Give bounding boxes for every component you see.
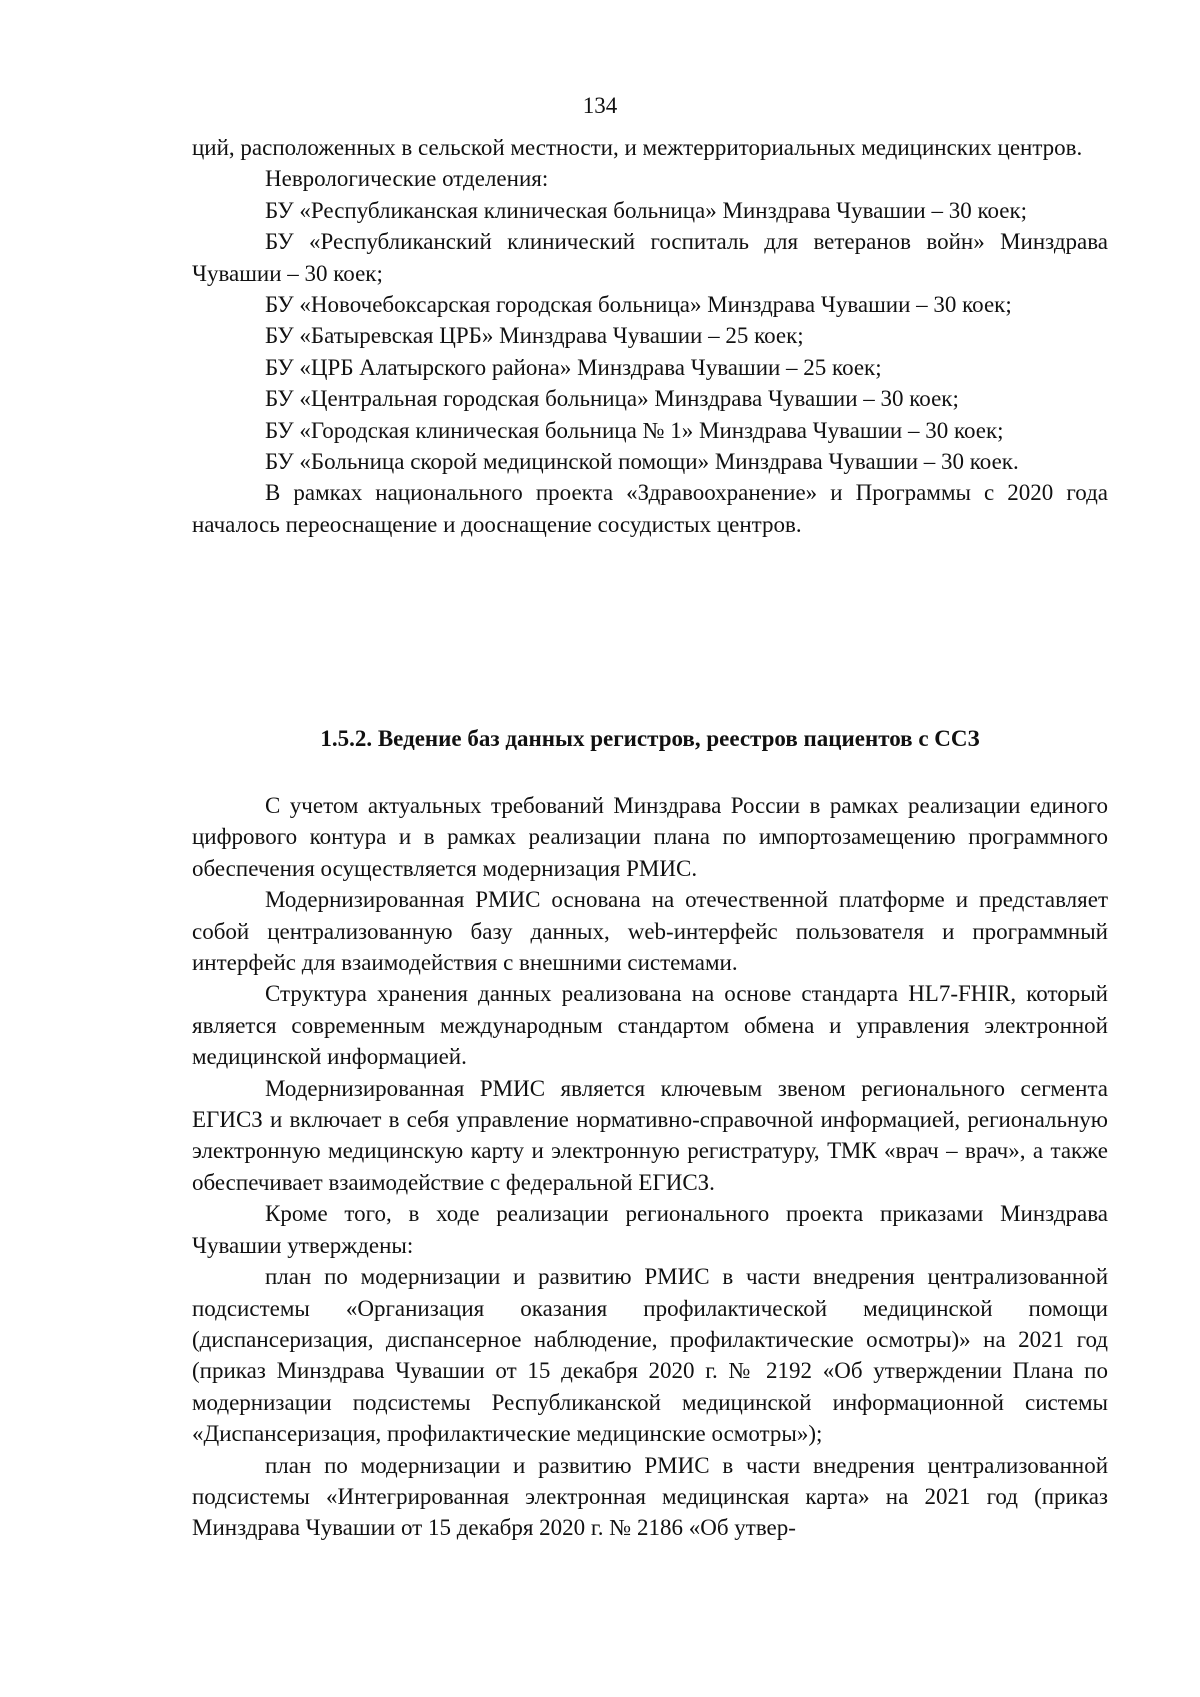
paragraph: Кроме того, в ходе реализации регионального проекта приказами Минздрава Чувашии утверждены: [192,1201,1108,1258]
paragraph: БУ «Республиканский клинический госпиталь для ветеранов войн» Минздрава Чувашии – 30 коек; [192,229,1108,286]
paragraph: ций, расположенных в сельской местности, и межтерриториальных медицинских центров. [192,135,1083,160]
paragraph: Модернизированная РМИС основана на отечественной платформе и представляет собой централизованную базу данных, web-интерфейс пользователя и программный интерфейс для взаимодействия с внешними системами. [192,887,1108,976]
paragraph: план по модернизации и развитию РМИС в части внедрения централизованной подсистемы «Организация оказания профилактической медицинской помощи (диспансеризация, диспансерное наблюдение, профилактические осмотры)» на 2021 год (приказ Минздрава Чувашии от 15 декабря 2020 г. № 2192 «Об утверждении Плана по модернизации подсистемы Республиканской медицинской информационной системы «Диспансеризация, профилактические медицинские осмотры»); [192,1264,1108,1447]
paragraph: В рамках национального проекта «Здравоохранение» и Программы с 2020 года началось переоснащение и дооснащение сосудистых центров. [192,480,1108,537]
paragraph: БУ «Республиканская клиническая больница» Минздрава Чувашии – 30 коек; [265,197,1028,223]
page-number: 134 [582,93,618,118]
paragraph: Неврологические отделения: [265,166,549,192]
paragraph: план по модернизации и развитию РМИС в части внедрения централизованной подсистемы «Интегрированная электронная медицинская карта» на 2021 год (приказ Минздрава Чувашии от 15 декабря 2020 г. № 2186 «Об утвер- [192,1452,1108,1541]
paragraph: БУ «Центральная городская больница» Минздрава Чувашии – 30 коек; [265,386,959,412]
top-text-block [192,132,1108,540]
paragraph: БУ «Новочебоксарская городская больница» Минздрава Чувашии – 30 коек; [265,292,1012,318]
paragraph: Модернизированная РМИС является ключевым звеном регионального сегмента ЕГИСЗ и включает в себя управление нормативно-справочной информацией, региональную электронную медицинскую карту и электронную регистратуру, ТМК «врач – врач», а также обеспечивает взаимодействие с федеральной ЕГИСЗ. [192,1075,1108,1195]
section-heading: 1.5.2. Ведение баз данных регистров, реестров пациентов с ССЗ [320,726,980,751]
paragraph: Структура хранения данных реализована на основе стандарта HL7-FHIR, который является современным международным стандартом обмена и управления электронной медицинской информацией. [192,981,1108,1070]
bottom-text-block [192,790,1108,1544]
paragraph: БУ «Батыревская ЦРБ» Минздрава Чувашии – 25 коек; [265,323,804,349]
paragraph: БУ «Больница скорой медицинской помощи» Минздрава Чувашии – 30 коек. [265,449,1019,475]
paragraph: БУ «ЦРБ Алатырского района» Минздрава Чувашии – 25 коек; [265,354,882,380]
paragraph: БУ «Городская клиническая больница № 1» Минздрава Чувашии – 30 коек; [265,417,1004,443]
paragraph: С учетом актуальных требований Минздрава России в рамках реализации единого цифрового контура и в рамках реализации плана по импортозамещению программного обеспечения осуществляется модернизация РМИС. [192,793,1108,881]
